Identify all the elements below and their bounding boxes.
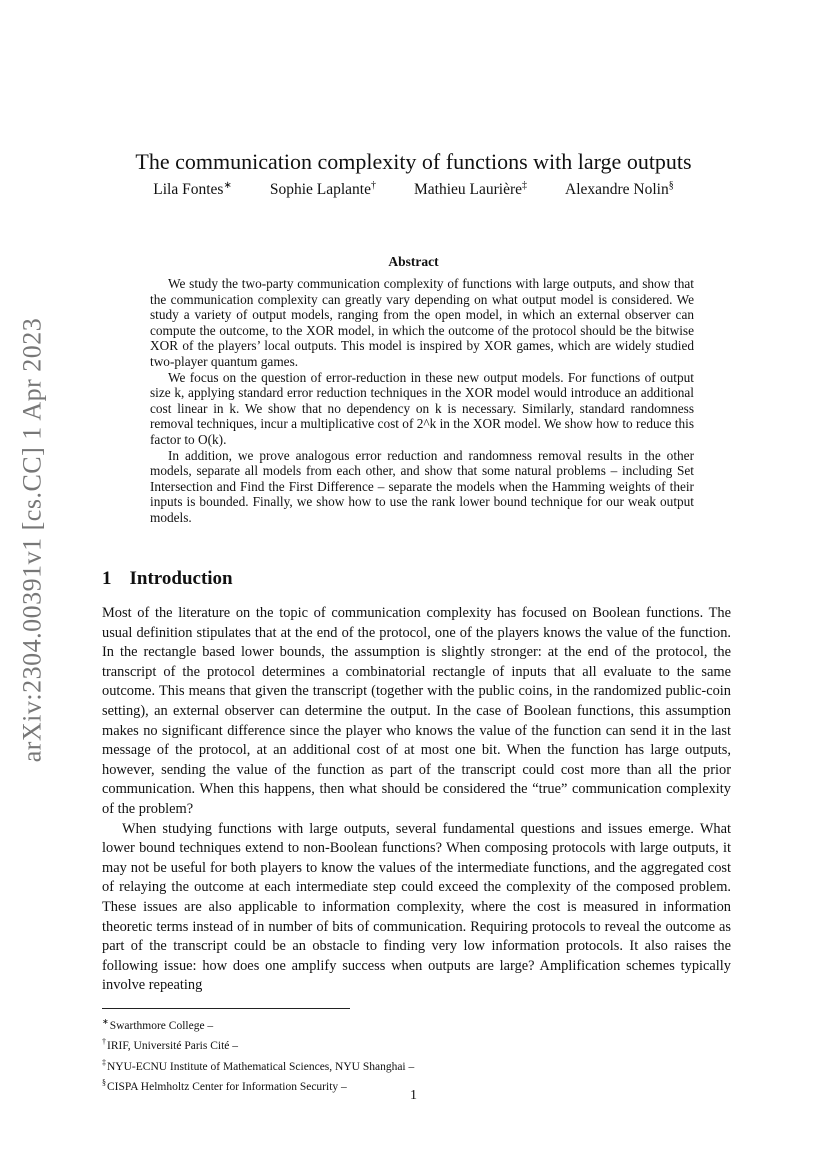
- body-paragraph: When studying functions with large outputs, several fundamental questions and issues emerge. What lower bound techniques extend to non-Boolean functions? When composing protocols with large outputs, it may not be useful for both players to know the values of the intermediate functions, and the aggregated cost of relaying the outcome at each intermediate step could exceed the complexity of the composed problem. These issues are also applicable to information complexity, where the cost is measured in information theoretic terms instead of in number of bits of communication. Requiring protocols to reveal the outcome as part of the transcript could be an obstacle to finding very low information protocols. It also raises the following issue: how does one amplify success when outputs are large? Amplification schemes typically involve repeating: [102, 820, 731, 994]
- footnote: ‡NYU-ECNU Institute of Mathematical Sciences, NYU Shanghai –: [102, 1057, 415, 1073]
- section-number: 1: [102, 568, 112, 589]
- footnote: †IRIF, Université Paris Cité –: [102, 1037, 238, 1053]
- arxiv-identifier-sidebar: [12, 317, 52, 763]
- arxiv-identifier: arXiv:2304.00391v1 [cs.CC] 1 Apr 2023: [17, 317, 46, 763]
- body-text: [102, 604, 731, 996]
- abstract-paragraph: We focus on the question of error-reduction in these new output models. For functions of output size k, applying standard error reduction techniques in the XOR model would introduce an additional cost linear in k. We show that no dependency on k is necessary. Similarly, standard randomness removal techniques, incur a multiplicative cost of 2^k in the XOR model. We show how to reduce this factor to O(k).: [150, 369, 694, 447]
- author: Alexandre Nolin§: [565, 180, 674, 199]
- paper-title: The communication complexity of functions with large outputs: [135, 148, 692, 174]
- body-paragraph: Most of the literature on the topic of communication complexity has focused on Boolean functions. The usual definition stipulates that at the end of the protocol, one of the players knows the value of the function. In the rectangle based lower bounds, the assumption is slightly stronger: at the end of the protocol, the transcript of the protocol determines a combinatorial rectangle of inputs that all evaluate to the same outcome. This means that given the transcript (together with the public coins, in the randomized public-coin setting), an external observer can determine the output. In the case of Boolean functions, this assumption makes no significant difference since the player who knows the value of the function can send it in the last message of the protocol, at an additional cost of at most one bit. When the function has large outputs, however, sending the value of the function as part of the transcript could cost more than all the prior communication. When this happens, then what should be considered the “true” communication complexity of the problem?: [102, 605, 731, 817]
- author: Sophie Laplante†: [269, 180, 376, 199]
- footnote-divider: [102, 1008, 350, 1009]
- abstract-paragraph: We study the two-party communication complexity of functions with large outputs, and show that the communication complexity can greatly vary depending on what output model is considered. We study a variety of output models, ranging from the open model, in which an external observer can compute the outcome, to the XOR model, in which the outcome of the protocol should be the bitwise XOR of the players’ local outputs. This model is inspired by XOR games, which are widely studied two-player quantum games.: [150, 276, 694, 369]
- author-list: [0, 180, 827, 199]
- section-title: Introduction: [129, 568, 233, 589]
- footnotes: [102, 1014, 702, 1096]
- author: Mathieu Laurière‡: [413, 180, 527, 199]
- abstract-heading: Abstract: [388, 254, 439, 269]
- footnote: §CISPA Helmholtz Center for Information Security –: [102, 1078, 347, 1094]
- abstract-body: [150, 276, 694, 526]
- abstract-paragraph: In addition, we prove analogous error reduction and randomness removal results in the other models, separate all models from each other, and show that some natural problems – including Set Intersection and Find the First Difference – separate the models when the Hamming weights of their inputs is bounded. Finally, we show how to use the rank lower bound technique for our weak output models.: [150, 447, 694, 525]
- author: Lila Fontes∗: [153, 180, 232, 199]
- page-number: 1: [410, 1088, 417, 1103]
- section-heading: [102, 568, 233, 590]
- footnote: ∗Swarthmore College –: [102, 1017, 214, 1032]
